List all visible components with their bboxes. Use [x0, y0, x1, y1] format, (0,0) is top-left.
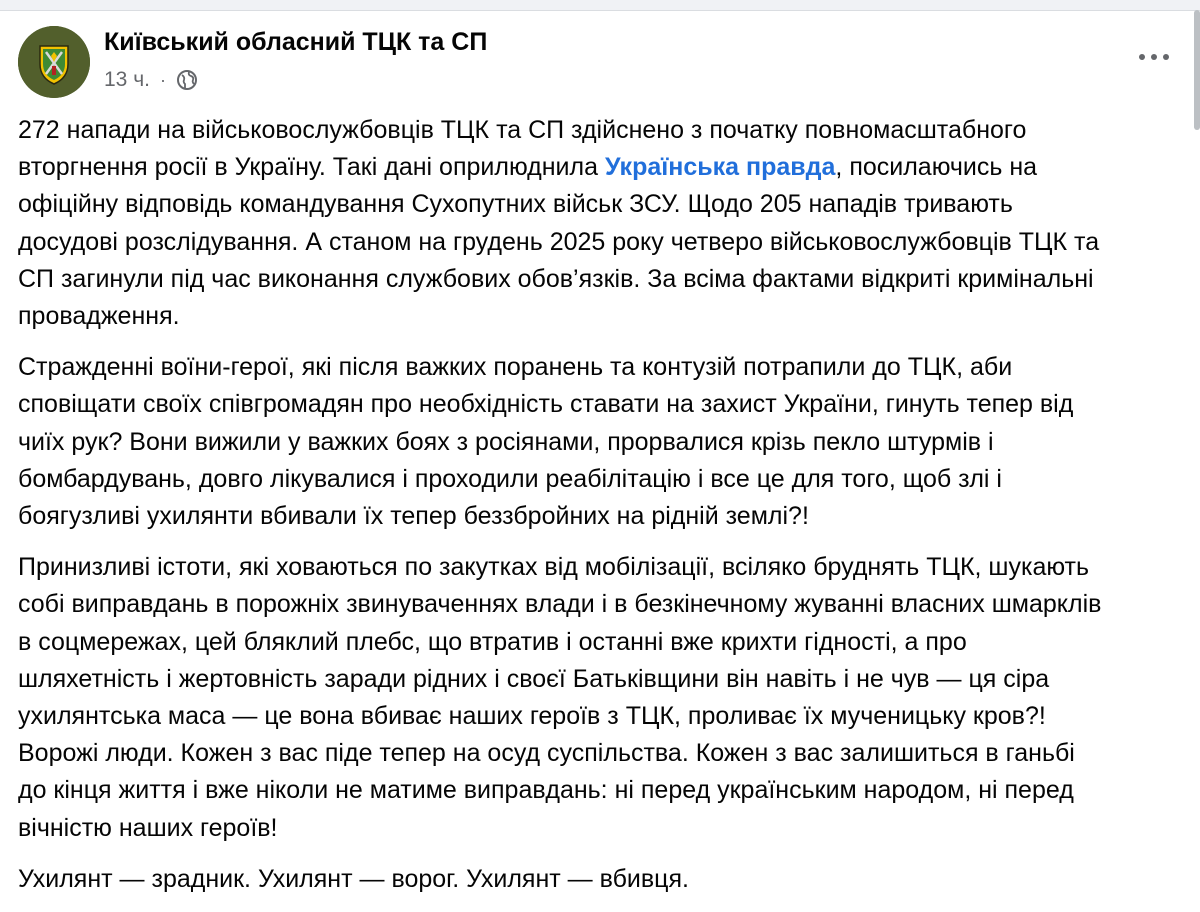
paragraph-1: [18, 112, 1188, 335]
post-meta: [104, 68, 198, 92]
text-line: вічністю наших героїв!: [18, 813, 278, 842]
text-line: до кінця життя і вже ніколи не матиме виправдань: ні перед українським народом, ні перед: [18, 776, 1074, 805]
military-shield-emblem-icon: [18, 26, 90, 98]
paragraph-3: [18, 549, 1188, 847]
text-line: досудові розслідування. А станом на грудень 2025 року четверо військовослужбовців ТЦК та: [18, 227, 1100, 256]
text-line: Стражденні воїни-герої, які після важких поранень та контузій потрапили до ТЦК, аби: [18, 353, 1013, 382]
avatar[interactable]: [18, 26, 90, 98]
paragraph-4: [18, 861, 1188, 898]
text-line: чиїх рук? Вони вижили у важких боях з росіянами, прорвалися крізь пекло штурмів і: [18, 427, 994, 456]
text-line: ухилянтська маса — це вона вбиває наших героїв з ТЦК, проливає їх мученицьку кров?!: [18, 702, 1046, 731]
text-line: Ворожі люди. Кожен з вас піде тепер на осуд суспільства. Кожен з вас залишиться в ганьбі: [18, 739, 1075, 768]
text-line: СП загинули під час виконання службових обов’язків. За всіма фактами відкриті кримінальні: [18, 264, 1094, 293]
more-options-button[interactable]: [1134, 42, 1174, 72]
text-line: сповіщати своїх співгромадян про необхідність ставати на захист України, гинуть тепер від: [18, 390, 1074, 419]
text-line: Ухилянт — зрадник. Ухилянт — ворог. Ухилянт — вбивця.: [18, 864, 689, 893]
meta-separator: ·: [159, 69, 166, 90]
feed-top-divider: [0, 0, 1200, 11]
text-segment: , посилаючись на: [835, 153, 1038, 182]
globe-icon: [176, 69, 198, 91]
scrollbar-thumb[interactable]: [1194, 10, 1200, 130]
post-header: [18, 24, 1178, 100]
post-timestamp[interactable]: 13 ч.: [104, 68, 150, 91]
text-line: офіційну відповідь командування Сухопутних військ ЗСУ. Щодо 205 нападів тривають: [18, 190, 1013, 219]
text-line: провадження.: [18, 302, 180, 331]
more-options-icon: [1139, 54, 1145, 60]
source-link[interactable]: Українська правда: [604, 153, 836, 182]
post-text: [18, 112, 1188, 912]
text-line: 272 напади на військовослужбовців ТЦК та СП здійснено з початку повномасштабного: [18, 116, 1027, 144]
text-segment: вторгнення росії в Україну. Такі дані оприлюднила: [18, 153, 605, 182]
text-line: боягузливі ухилянти вбивали їх тепер беззбройних на рідній землі?!: [18, 502, 809, 531]
text-line: [18, 149, 1188, 186]
paragraph-2: [18, 349, 1188, 535]
post-author-name[interactable]: Київський обласний ТЦК та СП: [104, 28, 488, 56]
text-line: бомбардувань, довго лікувалися і проходили реабілітацію і все це для того, щоб злі і: [18, 464, 1002, 493]
text-line: шляхетність і жертовність заради рідних і своєї Батьківщини він навіть і не чув — ця сіра: [18, 664, 1050, 693]
text-line: в соцмережах, цей бляклий плебс, що втратив і останні вже крихти гідності, а про: [18, 627, 967, 656]
text-line: собі виправдань в порожніх звинуваченнях влади і в безкінечному жуванні власних шмарклів: [18, 590, 1102, 619]
text-line: Принизливі істоти, які ховаються по закутках від мобілізації, всіляко бруднять ТЦК, шукають: [18, 553, 1090, 582]
